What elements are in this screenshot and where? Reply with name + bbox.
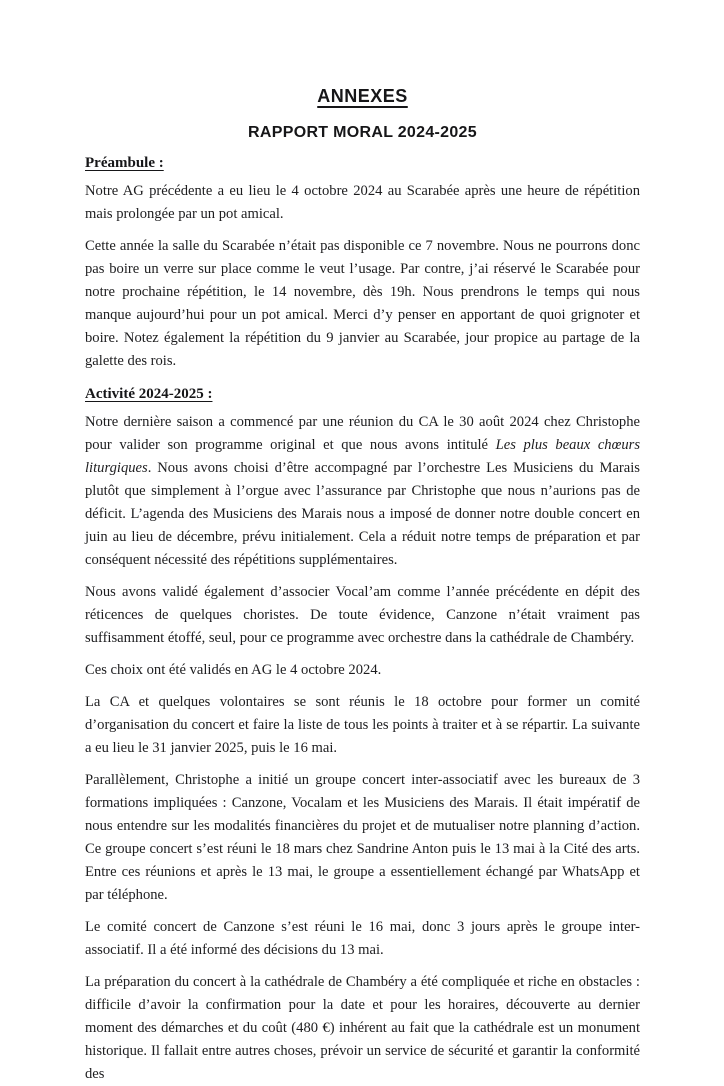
paragraph-activite-7: La préparation du concert à la cathédrale de Chambéry a été compliquée et riche en obstacles : difficile d’avoir la confirmation pour la date et pour les horaires, découverte au dernier moment des démarches et du coût (480 €) inhérent au fait que la cathédrale est un monument historique. Il fallait entre autres choses, prévoir un service de sécurité et garantir la conformité des xyxy=(85,974,640,1082)
document-subtitle: RAPPORT MORAL 2024-2025 xyxy=(248,124,477,141)
section-heading-activite: Activité 2024-2025 : xyxy=(85,386,213,402)
section-heading-preambule: Préambule : xyxy=(85,155,164,171)
paragraph-activite-1 xyxy=(85,411,640,572)
paragraph-activite-1-after-italic: . Nous avons choisi d’être accompagné par l’orchestre Les Musiciens du Marais plutôt que simplement à l’orgue avec l’assurance par Christophe que nous n’aurions pas de déficit. L’agenda des Musiciens des Marais nous a imposé de donner notre double concert en juin au lieu de décembre, prévu initialement. Cela a réduit notre temps de préparation et par conséquent nécessité des répétitions supplémentaires. xyxy=(85,460,640,568)
paragraph-activite-3: Ces choix ont été validés en AG le 4 octobre 2024. xyxy=(85,662,382,678)
paragraph-activite-6: Le comité concert de Canzone s’est réuni le 16 mai, donc 3 jours après le groupe inter-associatif. Il a été informé des décisions du 13 mai. xyxy=(85,919,640,958)
paragraph-preambule-2: Cette année la salle du Scarabée n’était pas disponible ce 7 novembre. Nous ne pourrons donc pas boire un verre sur place comme le veut l’usage. Par contre, j’ai réservé le Scarabée pour notre prochaine répétition, le 14 novembre, dès 19h. Nous prendrons le temps qui nous manque aujourd’hui pour un pot amical. Merci d’y penser en apportant de quoi grignoter et boire. Notez également la répétition du 9 janvier au Scarabée, jour propice au partage de la galette des rois. xyxy=(85,238,640,369)
paragraph-activite-1-before-italic: Notre dernière saison a commencé par une réunion du CA le 30 août 2024 chez Christophe pour valider son programme original et que nous avons intitulé xyxy=(85,414,640,453)
paragraph-activite-2: Nous avons validé également d’associer Vocal’am comme l’année précédente en dépit des réticences de quelques choristes. De toute évidence, Canzone n’était vraiment pas suffisamment étoffé, seul, pour ce programme avec orchestre dans la cathédrale de Chambéry. xyxy=(85,584,640,646)
paragraph-preambule-1: Notre AG précédente a eu lieu le 4 octobre 2024 au Scarabée après une heure de répétition mais prolongée par un pot amical. xyxy=(85,183,640,222)
paragraph-activite-5: Parallèlement, Christophe a initié un groupe concert inter-associatif avec les bureaux de 3 formations impliquées : Canzone, Vocalam et les Musiciens des Marais. Il était impératif de nous entendre sur les modalités financières du projet et de mutualiser notre planning d’action. Ce groupe concert s’est réuni le 18 mars chez Sandrine Anton puis le 13 mai à la Cité des arts. Entre ces réunions et après le 13 mai, le groupe a essentiellement échangé par WhatsApp et par téléphone. xyxy=(85,772,640,903)
document-title: ANNEXES xyxy=(317,86,408,106)
paragraph-activite-4: La CA et quelques volontaires se sont réunis le 18 octobre pour former un comité d’organisation du concert et faire la liste de tous les points à traiter et à se répartir. La suivante a eu lieu le 31 janvier 2025, puis le 16 mai. xyxy=(85,694,640,756)
work-title-italic: Les plus beaux chœurs liturgiques xyxy=(85,437,640,476)
